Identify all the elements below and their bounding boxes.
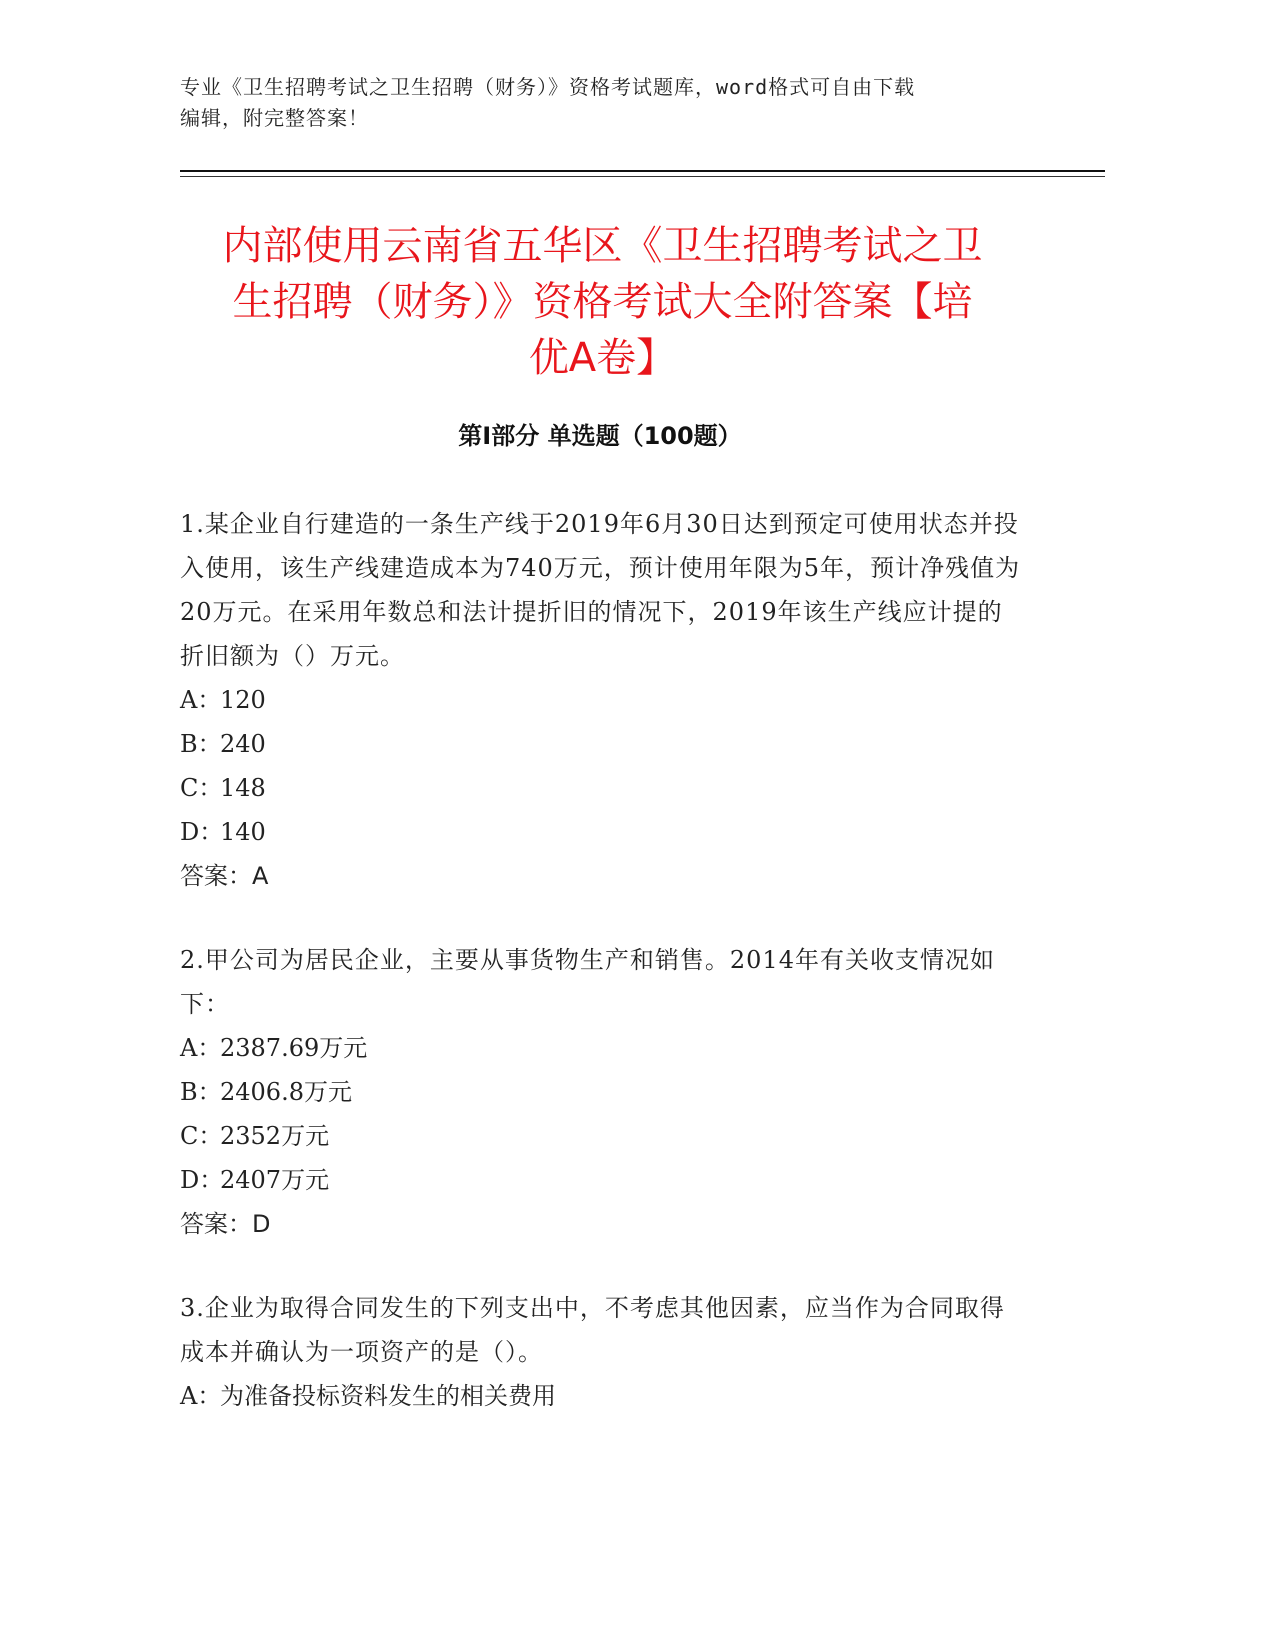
section-heading: 第I部分 单选题（100题） bbox=[458, 422, 742, 450]
option-c bbox=[180, 766, 1025, 810]
option-key: B： bbox=[180, 1078, 222, 1106]
option-key: A： bbox=[180, 1034, 222, 1062]
option-text: 为准备投标资料发生的相关费用 bbox=[220, 1382, 556, 1410]
question-2 bbox=[180, 938, 1025, 1246]
header-note-line-2: 编辑，附完整答案！ bbox=[180, 106, 369, 130]
option-text: 2387.69万元 bbox=[220, 1034, 368, 1062]
question-3 bbox=[180, 1286, 1025, 1418]
document-title-line-1: 内部使用云南省五华区《卫生招聘考试之卫 bbox=[222, 223, 983, 269]
option-text: 140 bbox=[220, 818, 266, 846]
option-d bbox=[180, 1158, 1025, 1202]
option-text: 2406.8万元 bbox=[220, 1078, 352, 1106]
option-d bbox=[180, 810, 1025, 854]
answer: 答案：D bbox=[180, 1210, 271, 1238]
option-key: A： bbox=[180, 686, 222, 714]
question-1 bbox=[180, 502, 1025, 898]
option-b bbox=[180, 1070, 1025, 1114]
document-title bbox=[180, 218, 1025, 386]
option-text: 148 bbox=[220, 774, 266, 802]
option-a bbox=[180, 678, 1025, 722]
question-stem: 2.甲公司为居民企业，主要从事货物生产和销售。2014年有关收支情况如下： bbox=[180, 946, 995, 1018]
question-stem: 3.企业为取得合同发生的下列支出中，不考虑其他因素，应当作为合同取得成本并确认为一项资产的是（）。 bbox=[180, 1294, 1005, 1366]
header-divider-thin bbox=[180, 176, 1105, 177]
option-text: 120 bbox=[220, 686, 266, 714]
option-key: D： bbox=[180, 818, 224, 846]
answer: 答案：A bbox=[180, 862, 269, 890]
question-stem: 1.某企业自行建造的一条生产线于2019年6月30日达到预定可使用状态并投入使用，该生产线建造成本为740万元，预计使用年限为5年，预计净残值为20万元。在采用年数总和法计提折旧的情况下，2019年该生产线应计提的折旧额为（）万元。 bbox=[180, 510, 1021, 670]
header-note bbox=[180, 72, 1040, 134]
option-text: 2407万元 bbox=[220, 1166, 330, 1194]
option-key: D： bbox=[180, 1166, 224, 1194]
option-key: C： bbox=[180, 1122, 223, 1150]
option-text: 240 bbox=[220, 730, 266, 758]
option-key: C： bbox=[180, 774, 223, 802]
option-a bbox=[180, 1374, 1025, 1418]
header-note-line-1: 专业《卫生招聘考试之卫生招聘（财务）》资格考试题库，word格式可自由下载 bbox=[180, 75, 916, 99]
option-a bbox=[180, 1026, 1025, 1070]
document-title-line-2: 生招聘（财务）》资格考试大全附答案【培 bbox=[232, 279, 973, 325]
option-b bbox=[180, 722, 1025, 766]
header-divider-thick bbox=[180, 170, 1105, 172]
option-key: A： bbox=[180, 1382, 222, 1410]
option-c bbox=[180, 1114, 1025, 1158]
document-title-line-3: 优A卷】 bbox=[528, 335, 677, 381]
option-text: 2352万元 bbox=[220, 1122, 330, 1150]
option-key: B： bbox=[180, 730, 222, 758]
